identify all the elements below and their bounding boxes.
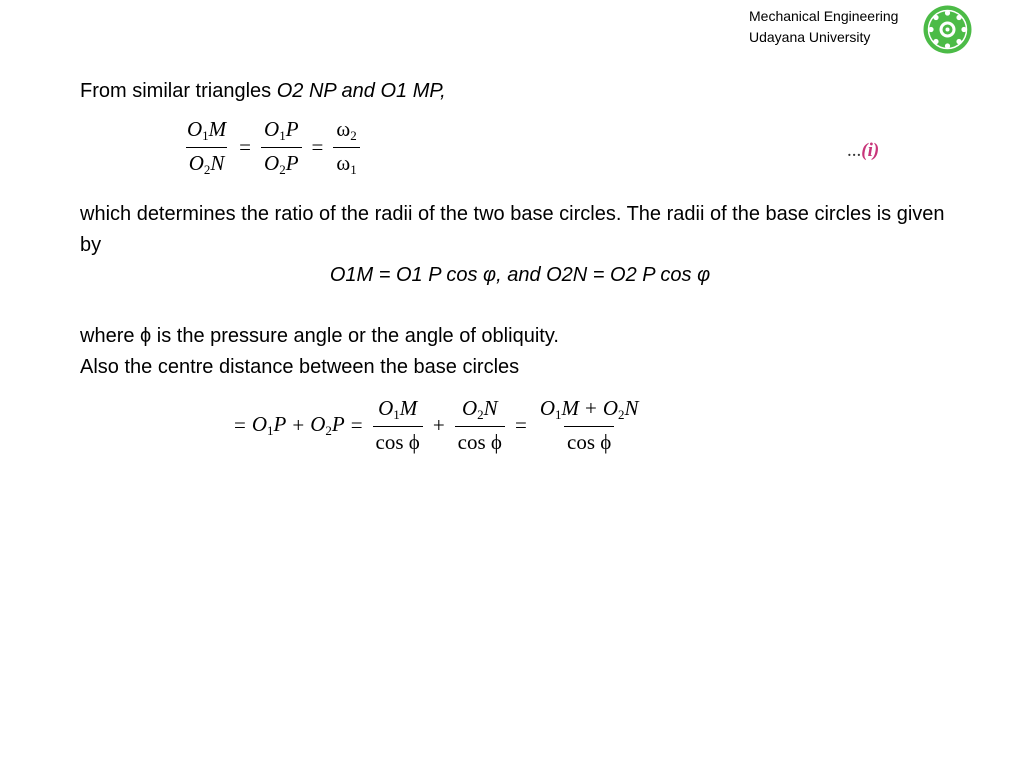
equals-sign: = bbox=[239, 135, 252, 159]
intro-line bbox=[80, 76, 960, 107]
term-o1p: $O_1P$ bbox=[251, 412, 287, 438]
fraction-o1p-o2p: $\frac{O_1P}{O_2P}$ bbox=[261, 117, 302, 178]
intro-prefix: From similar triangles bbox=[80, 80, 277, 102]
pressure-angle-line: where ϕ is the pressure angle or the angle of obliquity. bbox=[80, 325, 559, 347]
equals-sign: = bbox=[234, 413, 246, 437]
equation-ratio bbox=[180, 117, 364, 178]
equals-sign: = bbox=[514, 413, 527, 437]
radii-paragraph: which determines the ratio of the radii of the two base circles. The radii of the base circles is given by bbox=[80, 203, 945, 256]
term-o2p: $O_2P$ bbox=[310, 412, 345, 438]
centre-distance-line: Also the centre distance between the base circles bbox=[80, 355, 520, 378]
fraction-o1m-o2n: $\frac{O_1M}{O_2N}$ bbox=[187, 117, 227, 177]
fraction-omega: $\frac{\omega_2}{\omega_1}$ bbox=[333, 117, 359, 178]
equation-tag-dots: ... bbox=[847, 140, 862, 161]
department-label: Mechanical Engineering bbox=[749, 8, 899, 24]
fraction-o2n-cos: $\frac{O_2N}{\text{cos ϕ}}$ bbox=[455, 396, 505, 455]
header-text bbox=[749, 6, 898, 48]
university-label: Udayana University bbox=[749, 29, 871, 45]
equation-tag bbox=[847, 140, 879, 162]
intro-triangles: O2 NP and O1 MP, bbox=[276, 80, 446, 102]
equation-centre-distance bbox=[228, 396, 646, 455]
fraction-sum-cos: $\frac{O_1M + O_2N}{\text{cos ϕ}}$ bbox=[539, 396, 639, 454]
equation-tag-label: (i) bbox=[861, 140, 880, 161]
equals-sign: = bbox=[350, 413, 363, 437]
plus-sign: + bbox=[432, 413, 445, 437]
radii-formula: O1M = O1 P cos φ, and O2N = O2 P cos φ bbox=[329, 264, 711, 286]
fraction-o1m-cos: $\frac{O_1M}{\text{cos ϕ}}$ bbox=[373, 396, 423, 455]
pressure-angle-paragraph bbox=[80, 321, 960, 382]
plus-sign: + bbox=[292, 413, 305, 437]
equals-sign: = bbox=[311, 135, 324, 159]
university-logo-icon bbox=[922, 4, 973, 55]
